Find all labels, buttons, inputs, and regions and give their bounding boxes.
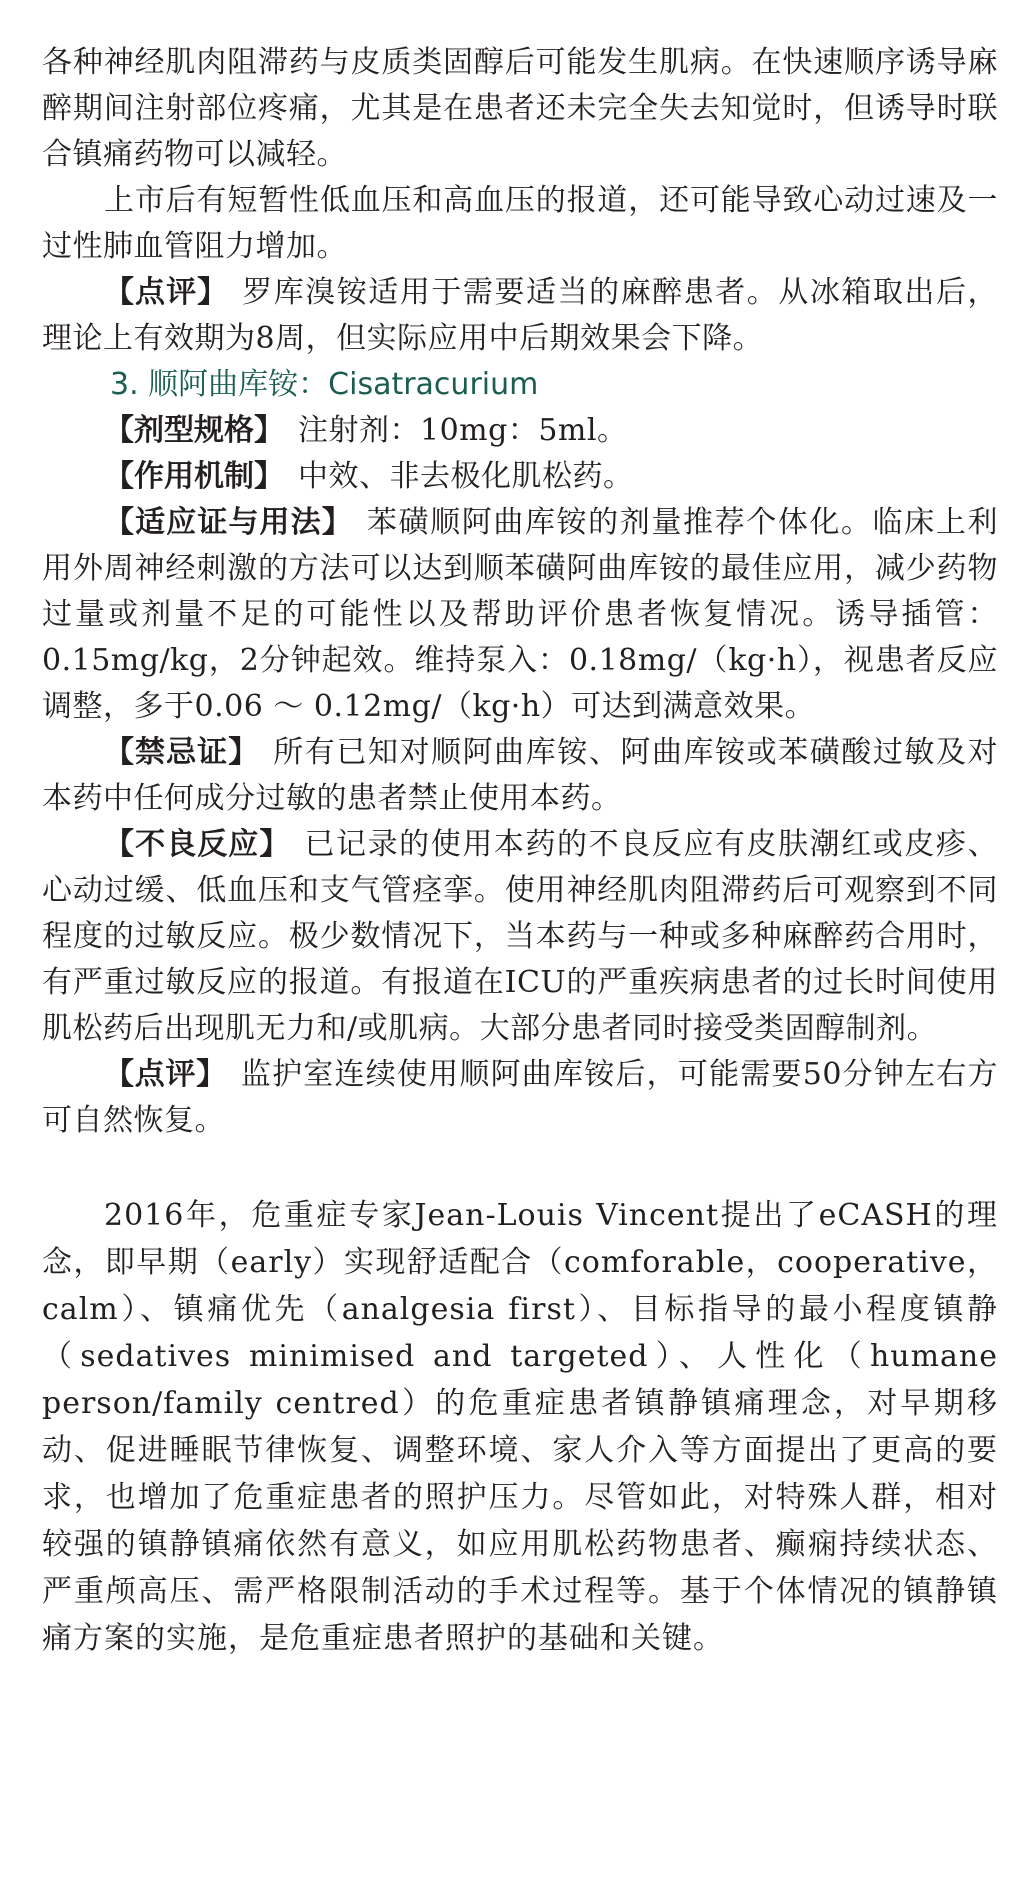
item-contraindications xyxy=(42,730,998,822)
item-text: 监护室连续使用顺阿曲库铵后，可能需要50分钟左右方可自然恢复。 xyxy=(42,1057,998,1138)
comment-tag: 【点评】 xyxy=(104,275,229,310)
paragraph-rocuronium-comment xyxy=(42,270,998,362)
item-text: 已记录的使用本药的不良反应有皮肤潮红或皮疹、心动过缓、低血压和支气管痉挛。使用神经肌肉阻滞药后可观察到不同程度的过敏反应。极少数情况下，当本药与一种或多种麻醉药合用时，有严重过敏反应的报道。有报道在ICU的严重疾病患者的过长时间使用肌松药后出现肌无力和/或肌病。大部分患者同时接受类固醇制剂。 xyxy=(42,827,999,1046)
comment-text: 罗库溴铵适用于需要适当的麻醉患者。从冰箱取出后，理论上有效期为8周，但实际应用中后期效果会下降。 xyxy=(42,275,999,356)
item-indications-usage xyxy=(42,500,998,730)
paragraph-postmarketing: 上市后有短暂性低血压和高血压的报道，还可能导致心动过速及一过性肺血管阻力增加。 xyxy=(42,183,998,264)
item-text: 中效、非去极化肌松药。 xyxy=(298,459,634,494)
item-tag: 【适应证与用法】 xyxy=(104,505,353,540)
section-heading-cisatracurium: 3. 顺阿曲库铵：Cisatracurium xyxy=(110,367,539,402)
paragraph-myopathy: 各种神经肌肉阻滞药与皮质类固醇后可能发生肌病。在快速顺序诱导麻醉期间注射部位疼痛，尤其是在患者还未完全失去知觉时，但诱导时联合镇痛药物可以减轻。 xyxy=(42,45,998,172)
item-text: 所有已知对顺阿曲库铵、阿曲库铵或苯磺酸过敏及对本药中任何成分过敏的患者禁止使用本药。 xyxy=(42,735,999,816)
item-tag: 【不良反应】 xyxy=(104,827,291,862)
item-tag: 【作用机制】 xyxy=(104,459,284,494)
item-tag: 【剂型规格】 xyxy=(104,413,284,448)
item-text: 注射剂：10mg：5ml。 xyxy=(298,413,628,448)
item-comment xyxy=(42,1052,998,1144)
item-tag: 【禁忌证】 xyxy=(104,735,260,770)
item-dosage-form xyxy=(42,408,998,454)
item-tag: 【点评】 xyxy=(104,1057,227,1092)
essay-ecash: 2016年，危重症专家Jean-Louis Vincent提出了eCASH的理念，即早期（early）实现舒适配合（comforable，cooperative，calm）、镇痛优先（analgesia first）、目标指导的最小程度镇静（sedatives minimised and targeted）、人性化（humane person/family centred）的危重症患者镇静镇痛理念，对早期移动、促进睡眠节律恢复、调整环境、家人介入等方面提出了更高的要求，也增加了危重症患者的照护压力。尽管如此，对特殊人群，相对较强的镇静镇痛依然有意义，如应用肌松药物患者、癫痫持续状态、严重颅高压、需严格限制活动的手术过程等。基于个体情况的镇静镇痛方案的实施，是危重症患者照护的基础和关键。 xyxy=(42,1198,998,1656)
document-page xyxy=(42,40,998,1662)
item-text: 苯磺顺阿曲库铵的剂量推荐个体化。临床上利用外周神经刺激的方法可以达到顺苯磺阿曲库铵的最佳应用，减少药物过量或剂量不足的可能性以及帮助评价患者恢复情况。诱导插管：0.15mg/kg，2分钟起效。维持泵入：0.18mg/（kg·h），视患者反应调整，多于0.06 ～ 0.12mg/（kg·h）可达到满意效果。 xyxy=(42,505,999,724)
item-adverse-reactions xyxy=(42,822,998,1052)
section-spacer xyxy=(42,1144,998,1192)
item-mechanism xyxy=(42,454,998,500)
